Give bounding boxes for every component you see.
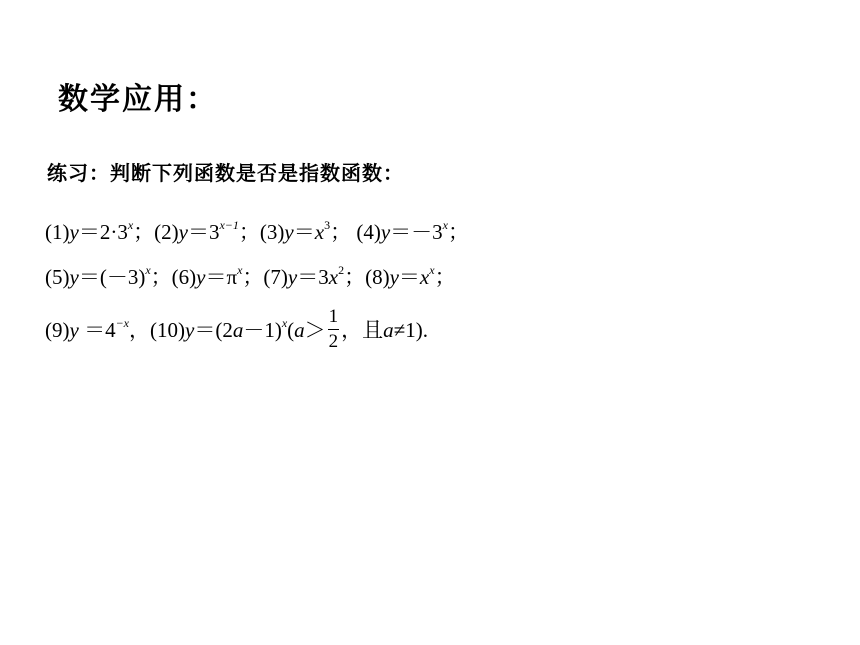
item-3: $(3)y=x^3$； (259, 218, 352, 244)
item-8: $(8)y=x^x$； (365, 263, 456, 289)
item-4: $(4)y=-3^x$； (356, 218, 469, 244)
fraction-one-half: $\frac{1}{2}$ (328, 306, 339, 352)
item-2: $(2)y=3^{x-1}$； (154, 218, 260, 244)
formula-line-3 (45, 306, 428, 355)
formula-line-1 (45, 218, 469, 244)
exercise-prompt: 练习：判断下列函数是否是指数函数： (47, 161, 404, 185)
section-title: 数学应用： (58, 82, 218, 117)
item-5: $(5)y=(-3)^x$； (45, 263, 172, 289)
item-1: $(1)y=2\cdot 3^x$； (45, 218, 155, 244)
item-6: $(6)y=\pi^x$； (171, 263, 264, 289)
item-7: $(7)y=3x^2$； (263, 263, 366, 289)
item-9: $(9)y =4^{-x}$， (45, 316, 151, 343)
item-10: $(10)y=(2a-1)^x(a>$ $\frac{1}{2}$ ，且a≠1). (150, 306, 428, 352)
formula-line-2 (45, 263, 456, 289)
